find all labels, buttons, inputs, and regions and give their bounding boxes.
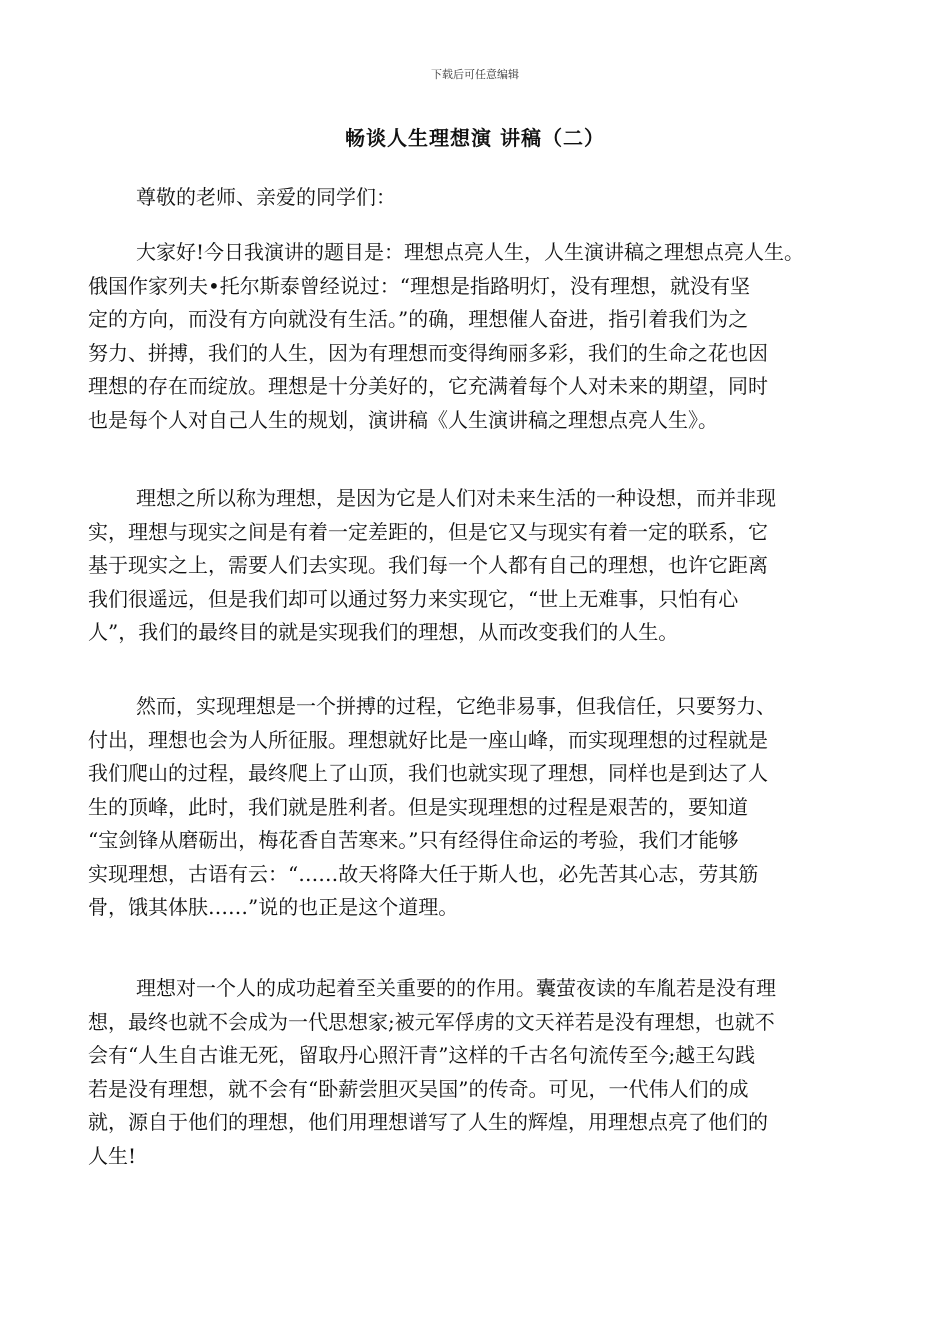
paragraph-line: 努力、拼搏，我们的人生，因为有理想而变得绚丽多彩，我们的生命之花也因: [88, 340, 768, 365]
paragraph-line: 人生!: [88, 1143, 137, 1168]
paragraph-line: 会有“人生自古谁无死，留取丹心照汗青”这样的千古名句流传至今;越王勾践: [88, 1043, 756, 1067]
document-title-suffix: 讲稿（二）: [492, 126, 605, 150]
paragraph-line: 基于现实之上，需要人们去实现。我们每一个人都有自己的理想，也许它距离: [88, 553, 768, 577]
paragraph-line: 俄国作家列夫•托尔斯泰曾经说过：“理想是指路明灯，没有理想，就没有坚: [88, 273, 751, 298]
body-paragraph-2: [88, 482, 884, 650]
paragraph-line: 骨，饿其体肤……”说的也正是这个道理。: [88, 895, 459, 919]
document-title-main: 畅谈人生理想演: [345, 126, 493, 150]
paragraph-line: 大家好!今日我演讲的题目是：理想点亮人生，人生演讲稿之理想点亮人生。: [136, 240, 805, 264]
body-paragraph-4: [88, 972, 884, 1173]
salutation: 尊敬的老师、亲爱的同学们：: [136, 185, 396, 209]
paragraph-line: 实现理想，古语有云：“……故天将降大任于斯人也，必先苦其心志，劳其筋: [88, 861, 759, 886]
paragraph-line: 想，最终也就不会成为一代思想家;被元军俘虏的文天祥若是没有理想，也就不: [88, 1009, 775, 1034]
paragraph-line: 理想之所以称为理想，是因为它是人们对未来生活的一种设想，而并非现: [136, 486, 776, 510]
paragraph-line: 我们很遥远，但是我们却可以通过努力来实现它，“世上无难事，只怕有心: [88, 586, 739, 611]
header-note: 下载后可任意编辑: [431, 68, 519, 81]
paragraph-line: 定的方向，而没有方向就没有生活。”的确，理想催人奋进，指引着我们为之: [88, 307, 749, 331]
paragraph-line: 若是没有理想，就不会有“卧薪尝胆灭吴国”的传奇。可见，一代伟人们的成: [88, 1076, 749, 1101]
paragraph-line: 然而，实现理想是一个拼搏的过程，它绝非易事，但我信任，只要努力、: [136, 694, 776, 718]
paragraph-line: 理想的存在而绽放。理想是十分美好的，它充满着每个人对未来的期望，同时: [88, 374, 768, 398]
paragraph-line: “宝剑锋从磨砺出，梅花香自苦寒来。”只有经得住命运的考验，我们才能够: [88, 828, 739, 852]
body-paragraph-3: [88, 690, 884, 925]
document-title: [0, 122, 950, 151]
paragraph-line: 就，源自于他们的理想，他们用理想谱写了人生的辉煌，用理想点亮了他们的: [88, 1110, 768, 1134]
paragraph-line: 人”，我们的最终目的就是实现我们的理想，从而改变我们的人生。: [88, 620, 679, 644]
body-paragraph-1: [88, 236, 884, 437]
paragraph-line: 理想对一个人的成功起着至关重要的的作用。囊萤夜读的车胤若是没有理: [136, 976, 776, 1000]
paragraph-line: 也是每个人对自己人生的规划，演讲稿《人生演讲稿之理想点亮人生》。: [88, 407, 718, 432]
paragraph-line: 我们爬山的过程，最终爬上了山顶，我们也就实现了理想，同样也是到达了人: [88, 761, 768, 785]
paragraph-line: 付出，理想也会为人所征服。理想就好比是一座山峰，而实现理想的过程就是: [88, 727, 768, 752]
paragraph-line: 生的顶峰，此时，我们就是胜利者。但是实现理想的过程是艰苦的，要知道: [88, 794, 748, 819]
paragraph-line: 实，理想与现实之间是有着一定差距的，但是它又与现实有着一定的联系，它: [88, 519, 768, 544]
